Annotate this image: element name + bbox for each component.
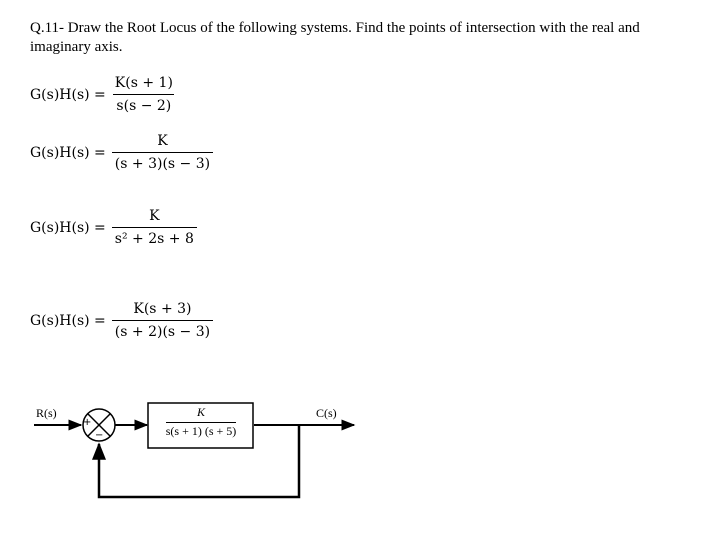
equation-3-numerator: K <box>149 208 160 224</box>
equation-2-denominator: (s + 3)(s − 3) <box>112 152 213 172</box>
equation-4-lhs: G(s)H(s) = <box>30 312 106 329</box>
equation-1-numerator: K(s + 1) <box>114 75 173 91</box>
block-fraction <box>150 405 252 439</box>
block-denominator: s(s + 1) (s + 5) <box>165 424 237 438</box>
question-text: Q.11- Draw the Root Locus of the following systems. Find the points of intersection with the real and imaginary axis. <box>30 20 640 55</box>
block-numerator: K <box>196 405 205 419</box>
equation-4-denominator: (s + 2)(s − 3) <box>112 320 213 340</box>
plus-sign: + <box>83 417 92 428</box>
output-label: C(s) <box>316 406 337 420</box>
equation-1-lhs: G(s)H(s) = <box>30 86 106 103</box>
equation-2-numerator: K <box>157 133 168 149</box>
equation-3-denominator: s² + 2s + 8 <box>112 227 197 247</box>
equation-4-numerator: K(s + 3) <box>133 301 192 317</box>
equation-1-denominator: s(s − 2) <box>113 94 174 114</box>
input-label: R(s) <box>36 406 57 420</box>
equation-2-lhs: G(s)H(s) = <box>30 144 106 161</box>
equation-3-lhs: G(s)H(s) = <box>30 219 106 236</box>
minus-sign: − <box>95 430 104 441</box>
